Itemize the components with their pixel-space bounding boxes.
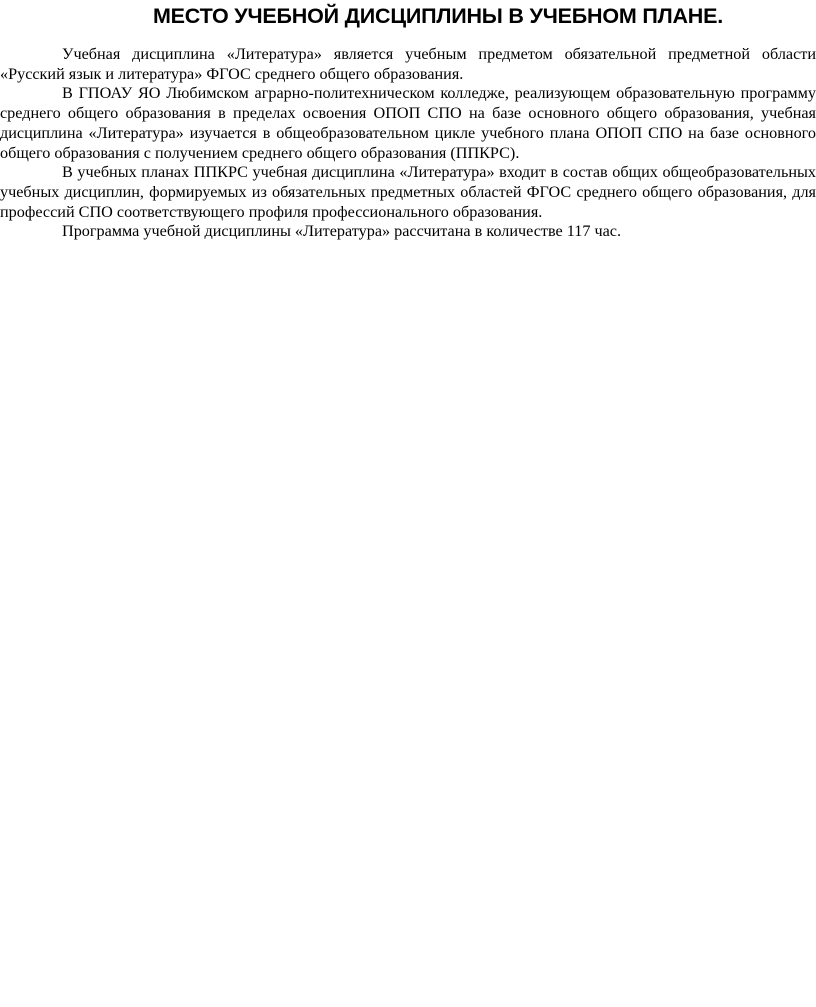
- document-body: [0, 45, 816, 242]
- paragraph-study-plans: В учебных планах ППКРС учебная дисциплина «Литература» входит в состав общих общеобразовательных учебных дисциплин, формируемых из обязательных предметных областей ФГОС среднего общего образования, для профессий СПО соответствующего профиля профессионального образования.: [0, 163, 816, 221]
- paragraph-hours: Программа учебной дисциплины «Литература» рассчитана в количестве 117 час.: [62, 222, 622, 241]
- page-title: МЕСТО УЧЕБНОЙ ДИСЦИПЛИНЫ В УЧЕБНОМ ПЛАНЕ.: [152, 4, 724, 28]
- paragraph-college-program: В ГПОАУ ЯО Любимском аграрно-политехническом колледже, реализующем образовательную программу среднего общего образования в пределах освоения ОПОП СПО на базе основного общего образования, учебная дисциплина «Литература» изучается в общеобразовательном цикле учебного плана ОПОП СПО на базе основного общего образования с получением среднего общего образования (ППКРС).: [0, 84, 816, 162]
- paragraph-discipline-area: Учебная дисциплина «Литература» является учебным предметом обязательной предметной области «Русский язык и литература» ФГОС среднего общего образования.: [0, 45, 816, 83]
